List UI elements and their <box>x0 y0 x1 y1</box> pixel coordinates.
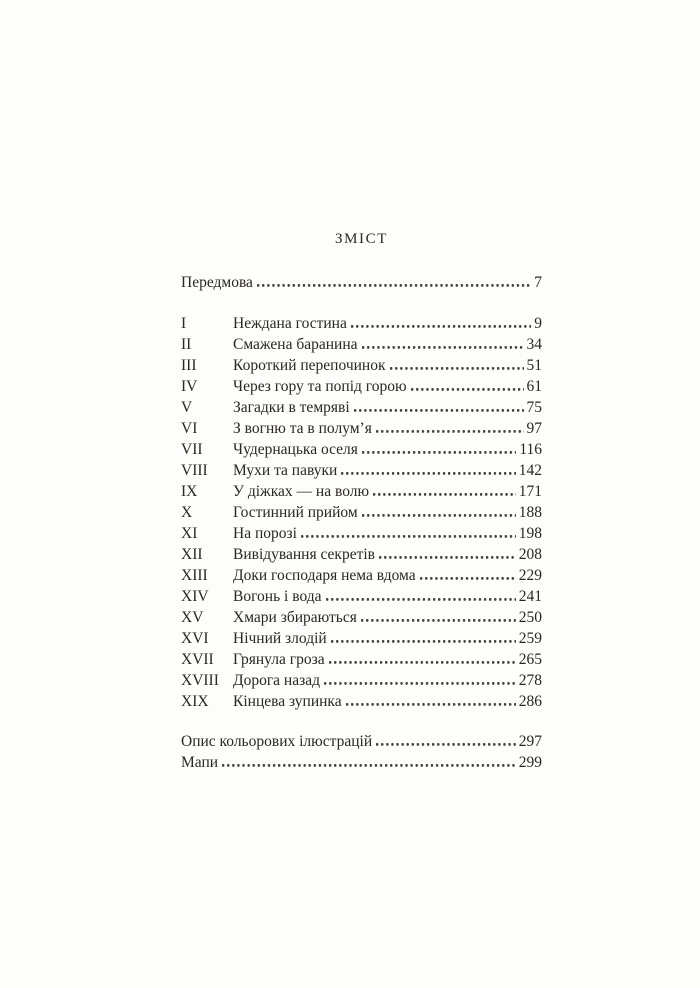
chapter-title: Смажена баранина <box>233 336 358 353</box>
dot-leader <box>346 700 516 706</box>
toc-chapter-row <box>181 439 542 460</box>
toc-chapter-row <box>181 628 542 649</box>
dot-leader <box>411 385 524 391</box>
chapter-title: Кінцева зупинка <box>233 693 342 710</box>
dot-leader <box>362 343 524 349</box>
chapter-numeral: XIII <box>181 567 208 584</box>
dot-leader <box>379 553 516 559</box>
chapter-numeral: XVI <box>181 630 209 647</box>
chapter-page-number: 116 <box>519 441 542 458</box>
toc-preface-block <box>181 272 542 293</box>
chapter-numeral: XIX <box>181 693 209 710</box>
chapter-page-number: 171 <box>518 483 542 500</box>
dot-leader <box>354 406 524 412</box>
chapter-numeral: VII <box>181 441 203 458</box>
chapter-numeral: XV <box>181 609 204 626</box>
dot-leader <box>361 616 516 622</box>
chapter-page-number: 265 <box>518 651 542 668</box>
chapter-title: Вогонь і вода <box>233 588 322 605</box>
toc-chapter-row <box>181 334 542 355</box>
dot-leader <box>376 427 524 433</box>
chapter-title: З вогню та в полум’я <box>233 420 372 437</box>
chapter-numeral: XVII <box>181 651 214 668</box>
toc-chapter-row <box>181 586 542 607</box>
chapter-numeral: VI <box>181 420 198 437</box>
chapter-title: У діжках — на волю <box>233 483 370 500</box>
toc-chapter-row <box>181 376 542 397</box>
toc-chapter-row <box>181 691 542 712</box>
table-of-contents <box>181 228 542 773</box>
chapter-numeral: IX <box>181 483 198 500</box>
chapter-numeral: V <box>181 399 193 416</box>
chapter-page-number: 61 <box>526 378 542 395</box>
chapter-title: Мухи та павуки <box>233 462 338 479</box>
preface-label: Передмова <box>181 274 253 291</box>
toc-back-matter-row <box>181 731 542 752</box>
dot-leader <box>301 532 516 538</box>
dot-leader <box>351 322 531 328</box>
toc-chapter-row <box>181 460 542 481</box>
chapter-numeral: III <box>181 357 197 374</box>
chapter-title: Хмари збираються <box>233 609 357 626</box>
dot-leader <box>324 679 516 685</box>
chapter-page-number: 9 <box>534 315 542 332</box>
chapter-numeral: XII <box>181 546 203 563</box>
dot-leader <box>329 658 516 664</box>
toc-chapter-row <box>181 523 542 544</box>
toc-chapter-row <box>181 565 542 586</box>
chapter-title: Гостинний прийом <box>233 504 358 521</box>
chapter-page-number: 75 <box>526 399 542 416</box>
toc-back-matter-row <box>181 752 542 773</box>
dot-leader <box>222 761 516 767</box>
back-matter-page-number: 297 <box>518 733 542 750</box>
toc-chapter-row <box>181 607 542 628</box>
chapter-numeral: X <box>181 504 193 521</box>
toc-chapter-row <box>181 670 542 691</box>
dot-leader <box>420 574 516 580</box>
chapter-page-number: 97 <box>526 420 542 437</box>
chapter-numeral: XVIII <box>181 672 219 689</box>
toc-chapter-row <box>181 397 542 418</box>
chapter-title: Доки господаря нема вдома <box>233 567 416 584</box>
dot-leader <box>341 469 515 475</box>
toc-chapter-row <box>181 544 542 565</box>
chapter-title: Загадки в темряві <box>233 399 350 416</box>
chapter-numeral: XIV <box>181 588 209 605</box>
dot-leader <box>326 595 516 601</box>
back-matter-label: Опис кольорових ілюстрацій <box>181 733 373 750</box>
toc-chapter-row <box>181 481 542 502</box>
chapter-numeral: IV <box>181 378 198 395</box>
dot-leader <box>257 281 531 287</box>
toc-chapter-row <box>181 502 542 523</box>
chapter-page-number: 259 <box>518 630 542 647</box>
chapter-page-number: 142 <box>518 462 542 479</box>
chapter-title: Грянула гроза <box>233 651 325 668</box>
chapter-page-number: 188 <box>518 504 542 521</box>
toc-preface-row <box>181 272 542 293</box>
chapter-numeral: II <box>181 336 192 353</box>
chapter-title: Через гору та попід горою <box>233 378 407 395</box>
chapter-page-number: 229 <box>518 567 542 584</box>
chapter-page-number: 208 <box>518 546 542 563</box>
dot-leader <box>331 637 516 643</box>
chapter-title: Дорога назад <box>233 672 320 689</box>
chapter-page-number: 198 <box>518 525 542 542</box>
toc-heading: ЗМІСТ <box>334 231 388 247</box>
back-matter-page-number: 299 <box>518 754 542 771</box>
preface-page-number: 7 <box>534 274 542 291</box>
chapter-page-number: 286 <box>518 693 542 710</box>
chapter-title: На порозі <box>233 525 297 542</box>
dot-leader <box>362 448 516 454</box>
toc-back-matter <box>181 731 542 773</box>
chapter-title: Чудернацька оселя <box>233 441 358 458</box>
toc-chapter-row <box>181 313 542 334</box>
toc-chapter-row <box>181 418 542 439</box>
chapter-title: Нічний злодій <box>233 630 327 647</box>
chapter-page-number: 34 <box>526 336 542 353</box>
back-matter-label: Мапи <box>181 754 219 771</box>
dot-leader <box>373 490 516 496</box>
chapter-page-number: 250 <box>518 609 542 626</box>
toc-chapter-list <box>181 313 542 712</box>
chapter-numeral: XI <box>181 525 198 542</box>
chapter-numeral: VIII <box>181 462 208 479</box>
chapter-page-number: 51 <box>526 357 542 374</box>
chapter-page-number: 241 <box>518 588 542 605</box>
dot-leader <box>376 740 516 746</box>
toc-chapter-row <box>181 649 542 670</box>
chapter-title: Вивідування секретів <box>233 546 375 563</box>
chapter-numeral: I <box>181 315 187 332</box>
dot-leader <box>362 511 516 517</box>
toc-chapter-row <box>181 355 542 376</box>
chapter-title: Короткий перепочинок <box>233 357 386 374</box>
chapter-title: Неждана гостина <box>233 315 347 332</box>
dot-leader <box>390 364 524 370</box>
chapter-page-number: 278 <box>518 672 542 689</box>
